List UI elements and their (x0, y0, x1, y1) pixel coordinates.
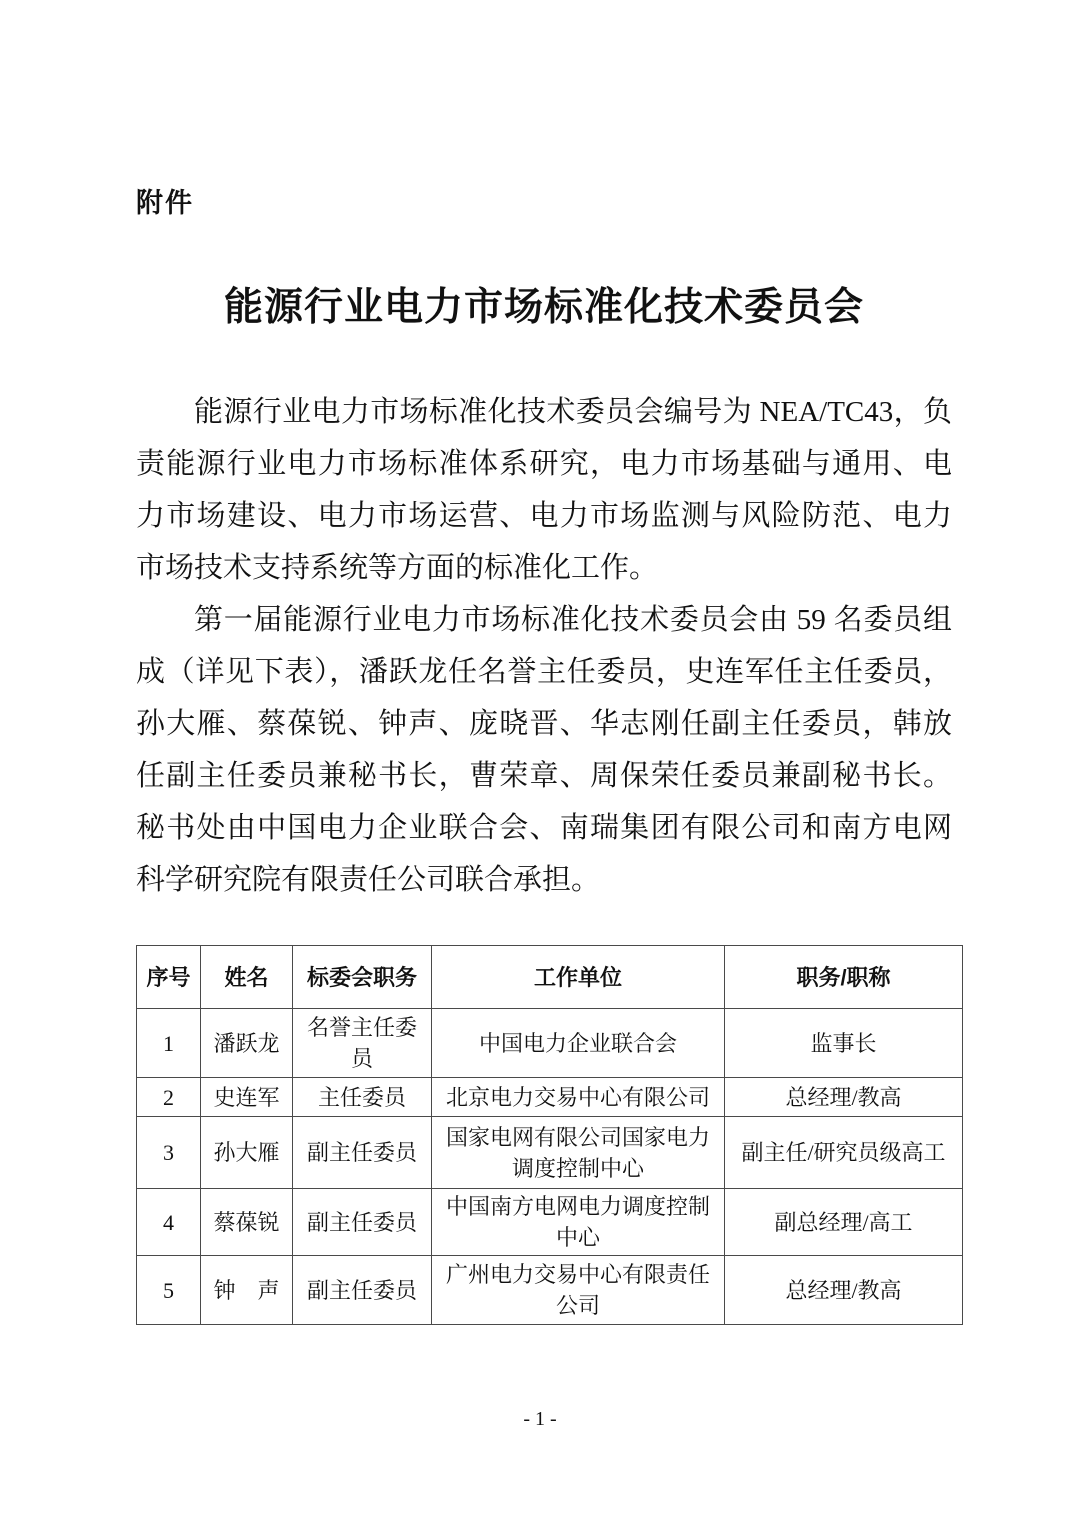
table-row (137, 1009, 963, 1078)
paragraph-line: 市场技术支持系统等方面的标准化工作。 (136, 552, 659, 584)
paragraph-line: 能源行业电力市场标准化技术委员会编号为 NEA/TC43，负 (194, 396, 952, 428)
cell-job-title: 副总经理/高工 (725, 1189, 963, 1256)
header-no: 序号 (137, 946, 201, 1009)
header-organization: 工作单位 (432, 946, 725, 1009)
cell-job-title: 总经理/教高 (725, 1078, 963, 1117)
cell-organization: 北京电力交易中心有限公司 (432, 1078, 725, 1117)
paragraph-line: 成（详见下表），潘跃龙任名誉主任委员，史连军任主任委员， (136, 656, 952, 688)
cell-no: 3 (137, 1117, 201, 1189)
cell-no: 5 (137, 1256, 201, 1325)
committee-members-table (136, 945, 963, 1325)
cell-no: 4 (137, 1189, 201, 1256)
cell-committee-role: 主任委员 (293, 1078, 432, 1117)
table-row (137, 1189, 963, 1256)
paragraph-line: 任副主任委员兼秘书长，曹荣章、周保荣任委员兼副秘书长。 (136, 760, 952, 792)
page-title: 能源行业电力市场标准化技术委员会 (223, 286, 864, 329)
paragraph-line: 力市场建设、电力市场运营、电力市场监测与风险防范、电力 (136, 500, 952, 532)
header-committee-role: 标委会职务 (293, 946, 432, 1009)
cell-job-title: 总经理/教高 (725, 1256, 963, 1325)
page-number: - 1 - (523, 1408, 557, 1430)
cell-organization: 中国南方电网电力调度控制中心 (432, 1189, 725, 1256)
paragraph-line: 秘书处由中国电力企业联合会、南瑞集团有限公司和南方电网 (136, 812, 952, 844)
cell-committee-role: 副主任委员 (293, 1117, 432, 1189)
cell-committee-role: 副主任委员 (293, 1256, 432, 1325)
cell-name: 潘跃龙 (201, 1009, 293, 1078)
header-job-title: 职务/职称 (725, 946, 963, 1009)
cell-name: 孙大雁 (201, 1117, 293, 1189)
paragraph-line: 责能源行业电力市场标准体系研究，电力市场基础与通用、电 (136, 448, 952, 480)
table-row (137, 1078, 963, 1117)
body-text (136, 386, 952, 906)
paragraph-line: 第一届能源行业电力市场标准化技术委员会由 59 名委员组 (194, 604, 952, 636)
table-row (137, 1117, 963, 1189)
cell-name: 蔡葆锐 (201, 1189, 293, 1256)
table-header-row (137, 946, 963, 1009)
paragraph-2 (136, 594, 952, 906)
cell-organization: 广州电力交易中心有限责任公司 (432, 1256, 725, 1325)
cell-job-title: 副主任/研究员级高工 (725, 1117, 963, 1189)
table-row (137, 1256, 963, 1325)
cell-name: 史连军 (201, 1078, 293, 1117)
paragraph-1 (136, 386, 952, 594)
cell-committee-role: 名誉主任委员 (293, 1009, 432, 1078)
cell-name: 钟 声 (201, 1256, 293, 1325)
cell-organization: 国家电网有限公司国家电力调度控制中心 (432, 1117, 725, 1189)
paragraph-line: 孙大雁、蔡葆锐、钟声、庞晓晋、华志刚任副主任委员，韩放 (136, 708, 952, 740)
cell-committee-role: 副主任委员 (293, 1189, 432, 1256)
paragraph-line: 科学研究院有限责任公司联合承担。 (136, 864, 601, 896)
cell-organization: 中国电力企业联合会 (432, 1009, 725, 1078)
attachment-label: 附件 (136, 188, 194, 218)
header-name: 姓名 (201, 946, 293, 1009)
cell-job-title: 监事长 (725, 1009, 963, 1078)
cell-no: 1 (137, 1009, 201, 1078)
cell-no: 2 (137, 1078, 201, 1117)
